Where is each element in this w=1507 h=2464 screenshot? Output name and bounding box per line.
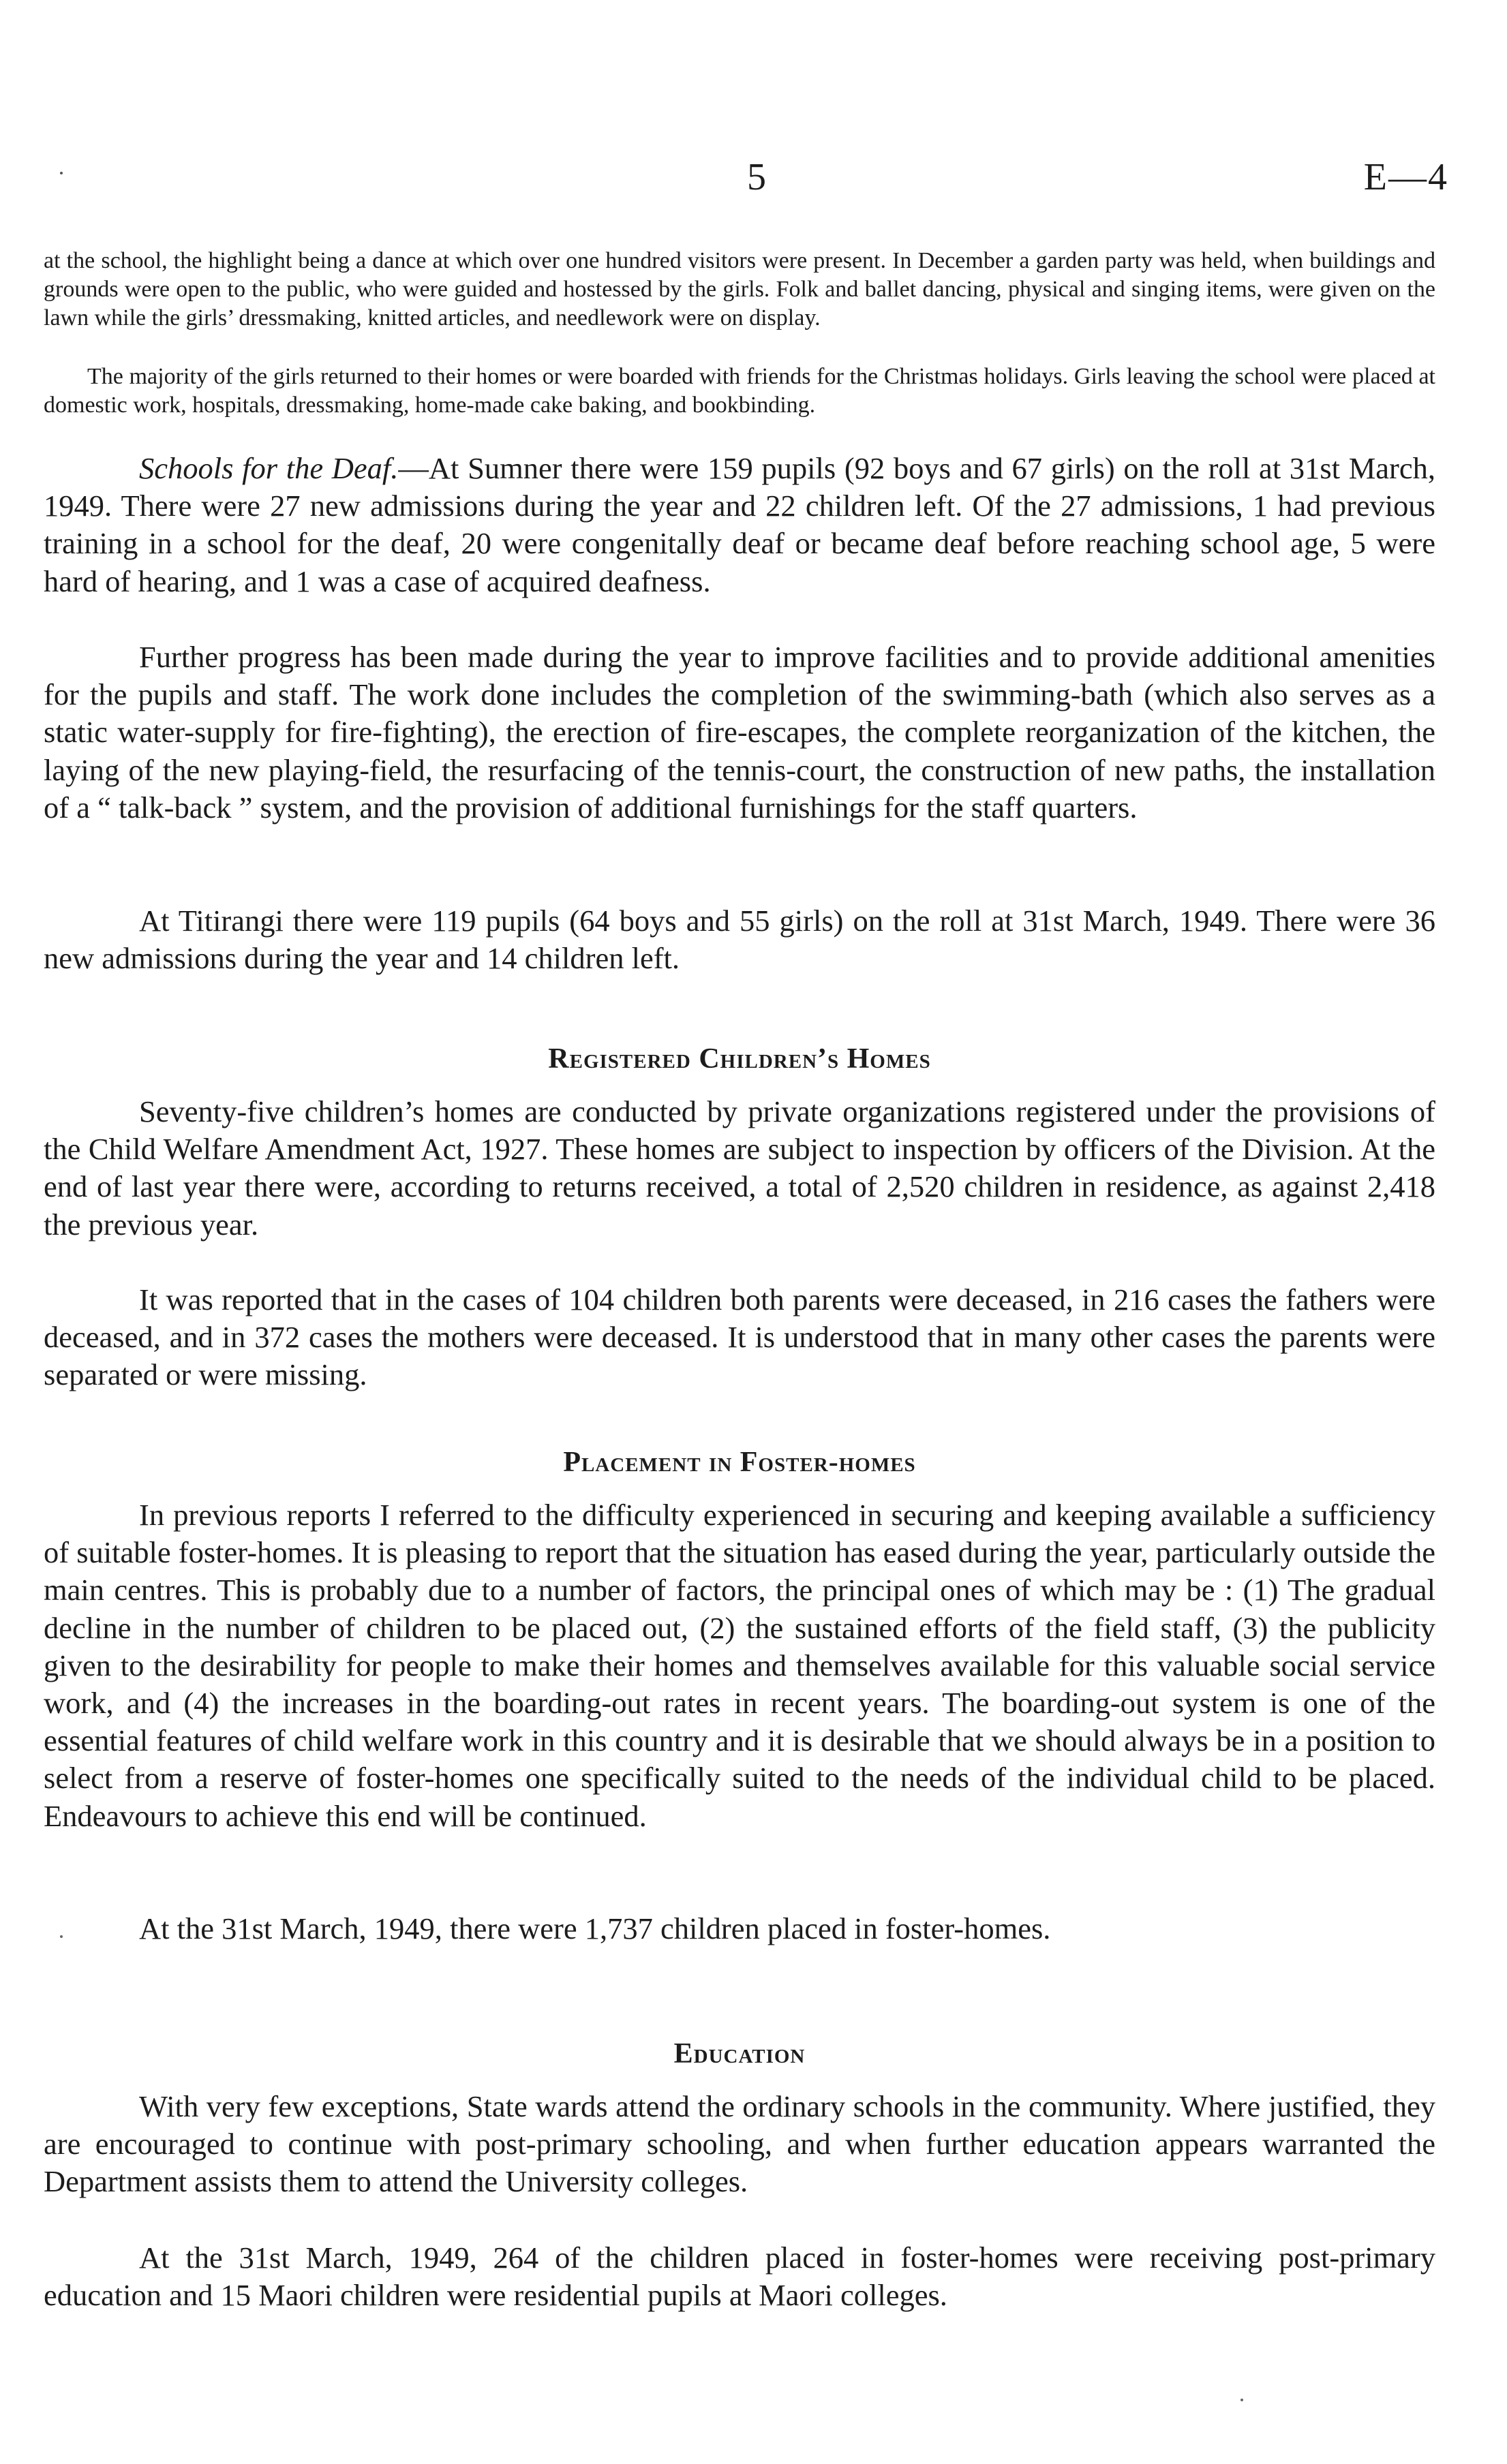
paragraph-facilities: Further progress has been made during the year to improve facilities and to provide additional amenities for the pupils and staff. The work done includes the completion of the swimming-bath (which also serves as a static water-supply for fire-fighting), the erection of fire-escapes, the complete reorganization of the kitchen, the laying of the new playing-field, the resurfacing of the tennis-court, the construction of new paths, the installation of a “ talk-back ” system, and the provision of additional furnishings for the staff quarters.	[44, 640, 1435, 825]
paragraph-girls-holidays: The majority of the girls returned to their homes or were boarded with friends for the Christmas holidays. Girls leaving the school were placed at domestic work, hospitals, dressmaking, home-made cake baking, and bookbinding.	[44, 364, 1435, 418]
paragraph-foster-count: At the 31st March, 1949, there were 1,737 children placed in foster-homes.	[139, 1911, 1051, 1945]
paragraph-childrens-homes: Seventy-five children’s homes are conducted by private organizations registered under the provisions of the Child Welfare Amendment Act, 1927. These homes are subject to inspection by officers of the Division. At the end of last year there were, according to returns received, a total of 2,520 children in residence, as against 2,418 the previous year.	[44, 1094, 1435, 1242]
heading-registered-homes: Registered Children’s Homes	[548, 1043, 931, 1075]
paragraph-education: With very few exceptions, State wards attend the ordinary schools in the community. Where justified, they are encouraged to continue with post-primary schooling, and when further education appears warranted the Department assists them to attend the University colleges.	[44, 2089, 1435, 2199]
paragraph-deceased-parents: It was reported that in the cases of 104 children both parents were deceased, in 216 cases the fathers were deceased, and in 372 cases the mothers were deceased. It is understood that in many other cases the parents were separated or were missing.	[44, 1282, 1435, 1392]
paragraph-post-primary: At the 31st March, 1949, 264 of the children placed in foster-homes were receiving post-primary education and 15 Maori children were residential pupils at Maori colleges.	[44, 2240, 1435, 2313]
paragraph-school-events: at the school, the highlight being a dance at which over one hundred visitors were present. In December a garden party was held, when buildings and grounds were open to the public, who were guided and hostessed by the girls. Folk and ballet dancing, physical and singing items, were given on the lawn while the girls’ dressmaking, knitted articles, and needlework were on display.	[44, 248, 1435, 330]
stray-mark	[60, 172, 63, 174]
document-code: E—4	[1363, 156, 1448, 198]
margin-dot	[60, 1935, 63, 1938]
paragraph-schools-deaf	[44, 450, 1435, 600]
page-number: 5	[747, 156, 766, 198]
margin-dot	[1240, 2399, 1243, 2401]
page-header	[65, 155, 1448, 203]
run-in-heading-schools-deaf: Schools for the Deaf.	[139, 451, 399, 485]
paragraph-schools-deaf-text: —At Sumner there were 159 pupils (92 boys and 67 girls) on the roll at 31st March, 1949. There were 27 new admissions during the year and 22 children left. Of the 27 admissions, 1 had previous training in a school for the deaf, 20 were congenitally deaf or became deaf before reaching school age, 5 were hard of hearing, and 1 was a case of acquired deafness.	[44, 451, 1435, 598]
paragraph-foster-placement: In previous reports I referred to the difficulty experienced in securing and keeping available a sufficiency of suitable foster-homes. It is pleasing to report that the situation has eased during the year, particularly outside the main centres. This is probably due to a number of factors, the principal ones of which may be : (1) The gradual decline in the number of children to be placed out, (2) the sustained efforts of the field staff, (3) the publicity given to the desirability for people to make their homes and themselves available for this valuable social service work, and (4) the increases in the boarding-out rates in recent years. The boarding-out system is one of the essential features of child welfare work in this country and it is desirable that we should always be in a position to select from a reserve of foster-homes one specifically suited to the needs of the individual child to be placed. Endeavours to achieve this end will be continued.	[44, 1498, 1435, 1833]
paragraph-titirangi: At Titirangi there were 119 pupils (64 boys and 55 girls) on the roll at 31st March, 1949. There were 36 new admissions during the year and 14 children left.	[44, 904, 1435, 976]
heading-education: Education	[673, 2038, 806, 2069]
heading-foster-homes: Placement in Foster-homes	[563, 1447, 916, 1478]
